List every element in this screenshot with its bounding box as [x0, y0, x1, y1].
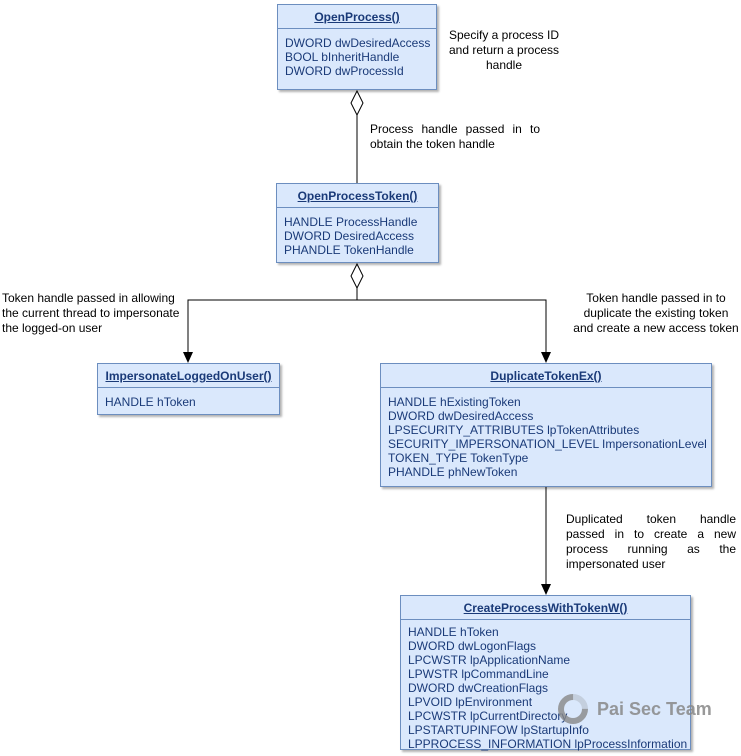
- param: DWORD DesiredAccess: [284, 229, 415, 243]
- param: HANDLE hToken: [408, 625, 499, 639]
- note-create-process: Duplicated token handle passed in to create a new process running as the impersonated user: [566, 512, 736, 571]
- param: TOKEN_TYPE TokenType: [388, 451, 529, 465]
- param: DWORD dwProcessId: [285, 64, 404, 78]
- openprocess-params: [278, 29, 436, 81]
- param: LPSTARTUPINFOW lpStartupInfo: [408, 723, 589, 737]
- impersonateloggedonuser-box: [97, 363, 280, 415]
- createprocesswithtokenw-box: [400, 595, 691, 750]
- note-impersonate: Token handle passed in allowing the current thread to impersonate the logged-on user: [2, 291, 180, 335]
- openprocesstoken-box: [276, 183, 439, 263]
- param: PHANDLE TokenHandle: [284, 243, 414, 257]
- aggregation-diamond-icon: [351, 264, 363, 288]
- duplicatetokenex-params: [381, 388, 711, 482]
- arrowhead-icon: [541, 584, 551, 595]
- param: LPCWSTR lpCurrentDirectory: [408, 709, 568, 723]
- param: DWORD dwLogonFlags: [408, 639, 537, 653]
- watermark-text: Pai Sec Team: [597, 698, 712, 719]
- param: BOOL bInheritHandle: [285, 50, 400, 64]
- param: LPVOID lpEnvironment: [408, 695, 533, 709]
- arrowhead-icon: [541, 352, 551, 363]
- param: HANDLE ProcessHandle: [284, 215, 418, 229]
- param: LPCWSTR lpApplicationName: [408, 653, 571, 667]
- impersonateloggedonuser-params: [98, 388, 279, 412]
- param: LPWSTR lpCommandLine: [408, 667, 549, 681]
- createprocesswithtokenw-params: [401, 620, 690, 754]
- note-duplicate-token: Token handle passed in to duplicate the existing token and create a new access token: [573, 291, 739, 335]
- param: PHANDLE phNewToken: [388, 465, 518, 479]
- note-specify-process: Specify a process ID and return a process handle: [448, 28, 560, 72]
- aggregation-diamond-icon: [351, 91, 363, 115]
- param: HANDLE hExistingToken: [388, 395, 521, 409]
- param: DWORD dwCreationFlags: [408, 681, 549, 695]
- createprocesswithtokenw-title: CreateProcessWithTokenW(): [401, 596, 690, 620]
- param: LPSECURITY_ATTRIBUTES lpTokenAttributes: [388, 423, 640, 437]
- duplicatetokenex-box: [380, 363, 712, 487]
- openprocess-title: OpenProcess(): [278, 5, 436, 29]
- connector-branch: [188, 300, 546, 352]
- openprocesstoken-title: OpenProcessToken(): [277, 184, 438, 208]
- openprocesstoken-params: [277, 208, 438, 260]
- param: DWORD dwDesiredAccess: [285, 36, 431, 50]
- note-process-handle: Process handle passed in to obtain the token handle: [370, 122, 540, 151]
- impersonateloggedonuser-title: ImpersonateLoggedOnUser(): [98, 364, 279, 388]
- param: DWORD dwDesiredAccess: [388, 409, 534, 423]
- arrowhead-icon: [183, 352, 193, 363]
- param: SECURITY_IMPERSONATION_LEVEL ImpersonationLevel: [388, 437, 707, 451]
- openprocess-box: [277, 4, 437, 90]
- param: HANDLE hToken: [105, 395, 196, 409]
- duplicatetokenex-title: DuplicateTokenEx(): [381, 364, 711, 388]
- param: LPPROCESS_INFORMATION lpProcessInformation: [408, 737, 688, 751]
